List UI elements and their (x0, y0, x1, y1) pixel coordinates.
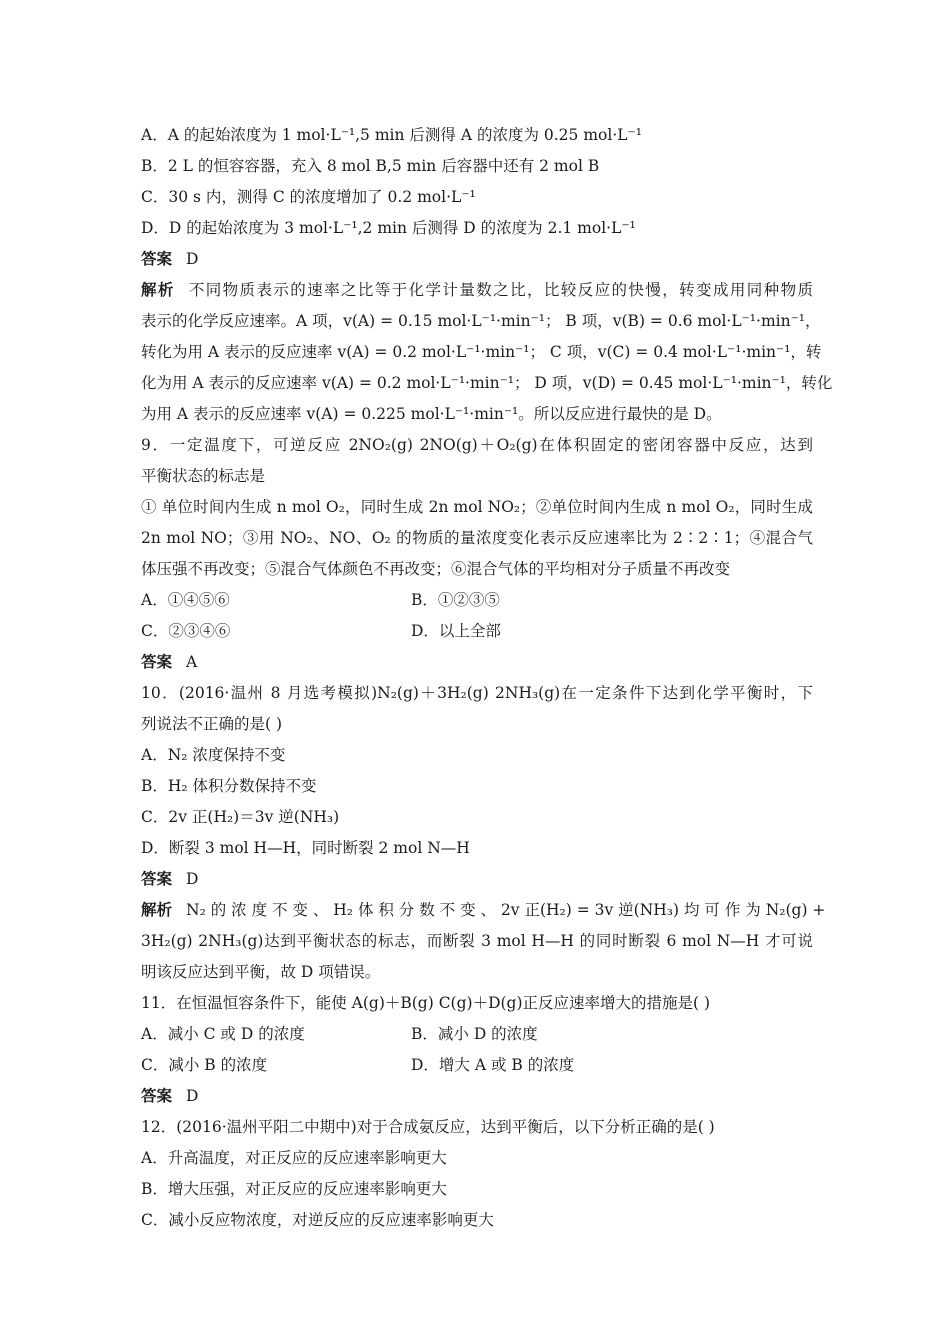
analysis-label: 解析 (141, 901, 173, 919)
answer-value: D (186, 250, 199, 268)
q11-option-d: D．增大 A 或 B 的浓度 (411, 1056, 575, 1074)
q9-options-row-2 (141, 616, 813, 647)
answer-label: 答案 (141, 870, 173, 888)
answer-label: 答案 (141, 653, 173, 671)
q11-stem: 11．在恒温恒容条件下，能使 A(g)＋B(g) C(g)＋D(g)正反应速率增大的措施是( ) (141, 994, 711, 1012)
q10-stem-line-1: 10．(2016·温州 8 月选考模拟)N₂(g)＋3H₂(g) 2NH₃(g)在一定条件下达到化学平衡时，下 (141, 684, 813, 702)
q11-answer (141, 1081, 813, 1112)
q12-option-b: B．增大压强，对正反应的反应速率影响更大 (141, 1180, 447, 1198)
q12-option-c: C．减小反应物浓度，对逆反应的反应速率影响更大 (141, 1211, 494, 1229)
q11-options-row-1 (141, 1019, 813, 1050)
analysis-text: 不同物质表示的速率之比等于化学计量数之比，比较反应的快慢，转变成用同种物质 (188, 281, 813, 299)
q9-option-d: D．以上全部 (411, 622, 501, 640)
q9-answer (141, 647, 813, 678)
q10-option-d: D．断裂 3 mol H—H，同时断裂 2 mol N—H (141, 839, 470, 857)
q10-stem-line-2: 列说法不正确的是( ) (141, 715, 283, 733)
q8-analysis-line-5: 为用 A 表示的反应速率 v(A) = 0.225 mol·L⁻¹·min⁻¹。所以反应进行最快的是 D。 (141, 405, 722, 423)
answer-label: 答案 (141, 250, 173, 268)
analysis-label: 解析 (141, 281, 175, 299)
answer-value: D (186, 870, 199, 888)
document-page (141, 120, 833, 1236)
q8-analysis-line-4: 化为用 A 表示的反应速率 v(A) = 0.2 mol·L⁻¹·min⁻¹； D 项，v(D) = 0.45 mol·L⁻¹·min⁻¹，转化 (141, 374, 833, 392)
q10-option-a: A．N₂ 浓度保持不变 (141, 746, 286, 764)
answer-label: 答案 (141, 1087, 173, 1105)
q9-stem-line-3: ① 单位时间内生成 n mol O₂，同时生成 2n mol NO₂；②单位时间内生成 n mol O₂，同时生成 (141, 498, 813, 516)
q9-option-b: B．①②③⑤ (411, 591, 500, 609)
q8-analysis-line-3: 转化为用 A 表示的反应速率 v(A) = 0.2 mol·L⁻¹·min⁻¹； C 项，v(C) = 0.4 mol·L⁻¹·min⁻¹，转 (141, 343, 822, 361)
q9-option-a: A．①④⑤⑥ (141, 591, 230, 609)
q10-option-b: B．H₂ 体积分数保持不变 (141, 777, 317, 795)
q12-stem: 12．(2016·温州平阳二中期中)对于合成氨反应，达到平衡后，以下分析正确的是( ) (141, 1118, 715, 1136)
q8-option-d: D．D 的起始浓度为 3 mol·L⁻¹,2 min 后测得 D 的浓度为 2.1 mol·L⁻¹ (141, 219, 636, 237)
answer-value: A (186, 653, 198, 671)
q9-stem-line-2: 平衡状态的标志是 (141, 467, 266, 485)
q11-option-b: B．减小 D 的浓度 (411, 1025, 538, 1043)
q8-option-c: C．30 s 内，测得 C 的浓度增加了 0.2 mol·L⁻¹ (141, 188, 476, 206)
analysis-text: N₂ 的 浓 度 不 变 、 H₂ 体 积 分 数 不 变 、 2v 正(H₂) = 3v 逆(NH₃) 均 可 作 为 N₂(g) + (186, 901, 826, 919)
q11-option-c: C．减小 B 的浓度 (141, 1056, 268, 1074)
q10-analysis-line-3: 明该反应达到平衡，故 D 项错误。 (141, 963, 381, 981)
q8-option-b: B．2 L 的恒容容器，充入 8 mol B,5 min 后容器中还有 2 mol B (141, 157, 600, 175)
answer-value: D (186, 1087, 199, 1105)
q9-stem-line-4: 2n mol NO；③用 NO₂、NO、O₂ 的物质的量浓度变化表示反应速率比为 2∶2∶1；④混合气 (141, 529, 813, 547)
q9-stem-line-5: 体压强不再改变；⑤混合气体颜色不再改变；⑥混合气体的平均相对分子质量不再改变 (141, 560, 731, 578)
q11-options-row-2 (141, 1050, 813, 1081)
q12-option-a: A．升高温度，对正反应的反应速率影响更大 (141, 1149, 447, 1167)
q9-option-c: C．②③④⑥ (141, 622, 231, 640)
q10-analysis-line-2: 3H₂(g) 2NH₃(g)达到平衡状态的标志，而断裂 3 mol H—H 的同时断裂 6 mol N—H 才可说 (141, 932, 813, 950)
q10-answer (141, 864, 813, 895)
q11-option-a: A．减小 C 或 D 的浓度 (141, 1025, 305, 1043)
q9-stem-line-1: 9．一定温度下，可逆反应 2NO₂(g) 2NO(g)＋O₂(g)在体积固定的密闭容器中反应，达到 (141, 436, 813, 454)
q8-option-a: A．A 的起始浓度为 1 mol·L⁻¹,5 min 后测得 A 的浓度为 0.25 mol·L⁻¹ (141, 126, 642, 144)
q8-analysis-line-2: 表示的化学反应速率。A 项，v(A) = 0.15 mol·L⁻¹·min⁻¹； B 项，v(B) = 0.6 mol·L⁻¹·min⁻¹， (141, 312, 821, 330)
q9-options-row-1 (141, 585, 813, 616)
q10-analysis-line-1 (141, 895, 826, 926)
q8-analysis-line-1 (141, 275, 813, 306)
q10-option-c: C．2v 正(H₂)＝3v 逆(NH₃) (141, 808, 340, 826)
q8-answer (141, 244, 813, 275)
